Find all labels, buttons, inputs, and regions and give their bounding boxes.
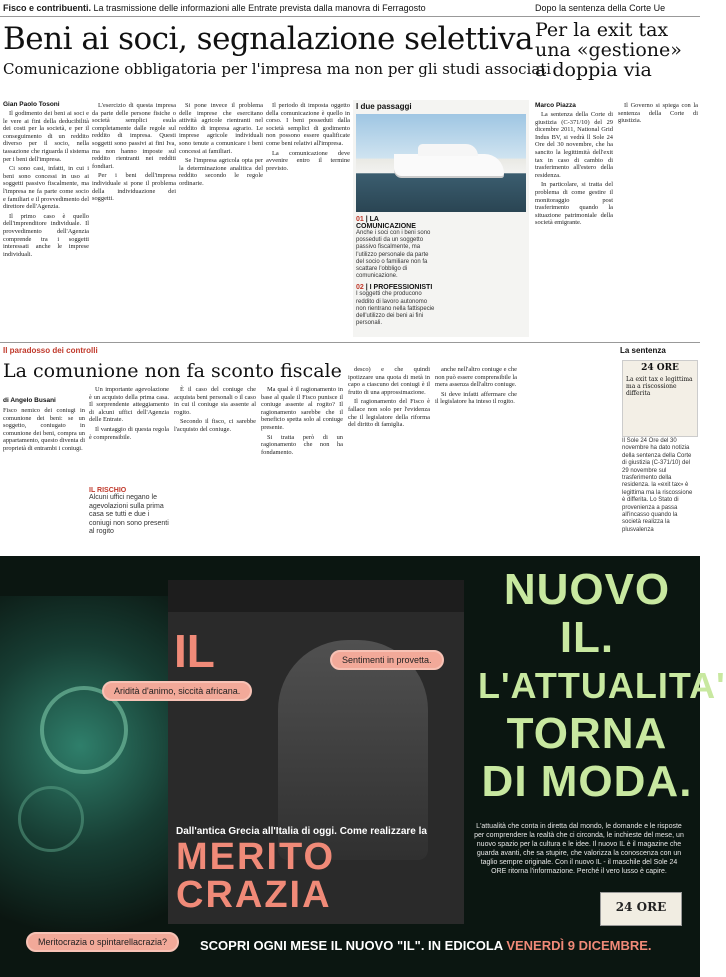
- cover-callout: Meritocrazia o spintarellacrazia?: [26, 932, 179, 952]
- step-number-2: 02: [356, 284, 364, 292]
- paragraph: Se l'impresa agricola opta per la determinazione analitica del reddito secondo le regole ordinarie.: [179, 157, 263, 187]
- paragraph: Ci sono casi, infatti, in cui i beni sono concessi in uso ai soggetti passivo fiscalmente, ma l'impresa ne fa parte come socio e familiari e il provvedimento del direttore dell'Agenzia.: [3, 165, 89, 211]
- yacht-photo: [356, 114, 526, 212]
- paragraph: Il periodo di imposta oggetto della comunicazione è quello in corso. I beni posseduti dalla società semplici di godimento non possono essere qualificate come beni relativi all'impresa.: [266, 102, 350, 147]
- ad-slogan: [478, 565, 726, 806]
- paragraph: L'esercizio di questa impresa da parte delle persone fisiche o società semplici esula completamente dalle regole sul reddito di impresa. Questi soggetti sono passivi ai fini Iva, ma non hanno imposte sul reddito rientranti nei redditi fondiari.: [92, 102, 176, 170]
- paragraph: In particolare, si tratta del problema di come gestire il monitoraggio post trasferimento quando la situazione patrimoniale della società emigrante.: [535, 181, 613, 227]
- paragraph: La comunicazione deve avvenire entro il termine previsto.: [266, 149, 350, 172]
- cover-callout: Aridità d'animo, siccità africana.: [102, 681, 252, 701]
- paragraph: Secondo il fisco, ci sarebbe l'acquisto del coniuge.: [174, 418, 256, 433]
- paragraph: Il Governo si spiega con la sentenza della Corte di giustizia.: [618, 102, 698, 125]
- paragraph: anche nell'altro coniuge e che non può essere comprensibile la mera assenza dell'altro coniuge.: [435, 366, 517, 389]
- step-text-2: I soggetti che producono reddito di lavoro autonomo non rientrano nella fattispecie dell'utilizzo dei beni ai fini personali.: [356, 291, 435, 327]
- paragraph: Il vantaggio di questa regola è comprensibile.: [89, 425, 169, 441]
- right-kicker: Dopo la sentenza della Corte Ue: [535, 3, 666, 13]
- second-byline: di Angelo Busani: [3, 397, 56, 404]
- right-article-column: [535, 111, 613, 337]
- article-column-2: [92, 102, 176, 335]
- magazine-logo: IL: [174, 625, 215, 677]
- ad-footer: [200, 938, 694, 953]
- step-number-1: 01: [356, 216, 364, 223]
- section-label-controls: Il paradosso dei controlli: [3, 346, 98, 355]
- ad-body-text: L'attualità che conta in diretta dal mondo, le domande e le risposte per comprendere la realtà che ci circonda, le inchieste del mese, un nuovo spazio per la cultura e le idee. Il nuovo IL è il magazine che guarda avanti, che sa stupire, che valorizza la conoscenza con un taglio sempre originale. Con il nuovo IL - il maschile del Sole 24 ORE ritorna l'informazione. Perché il vero lusso è capire.: [474, 823, 684, 875]
- sentenza-caption: Il Sole 24 Ore del 30 novembre ha dato notizia della sentenza della Corte di giustizia (C-371/10) del 29 novembre sul trasferimento della residenza. la «exit tax» è legittima ma la riscossione è differita. Lo Stato di provenienza a passa all'incasso quando la società realizza la plusvalenza: [622, 438, 693, 533]
- paragraph: desco) e che quindi ipotizzare una quota di metà in capo a ciascuno dei coniugi è il frutto di una approssimazione.: [348, 366, 430, 396]
- newspaper-headline: La exit tax e legittima ma a riscossione differita: [626, 376, 693, 397]
- ad-logo: [600, 892, 682, 926]
- ad-logo-text: 24 ORE: [615, 900, 667, 914]
- section-subtitle: La trasmissione delle informazioni alle Entrate prevista dalla manovra di Ferragosto: [93, 3, 426, 13]
- cover-tagline: Dall'antica Grecia all'Italia di oggi. Come realizzare la: [176, 826, 427, 837]
- second-article-column-3: [174, 386, 256, 546]
- article-column-1: [3, 110, 89, 335]
- section-kicker: [3, 3, 523, 14]
- paragraph: La sentenza della Corte di giustizia (C-371/10) del 29 dicembre 2011, National Grid Indus BV, si vedrà ll Sole 24 Ore del 30 novembre, che ha sancito la legittimità dell'exit tax in caso di cambio di trasferimento all'estero della residenza.: [535, 111, 613, 179]
- cover-word-merito: MERITO: [176, 836, 336, 878]
- paragraph: Il primo caso è quello dell'imprenditore individuale. Il provvedimento dell'Agenzia comprende tra i soggetti interessati anche le imprese individuali.: [3, 212, 89, 258]
- right-article-title: Per la exit tax una «gestione» a doppia via: [535, 19, 682, 81]
- section-label: Fisco e contribuenti.: [3, 3, 92, 13]
- slogan-line: NUOVO IL.: [503, 565, 671, 662]
- risk-text: Alcuni uffici negano le agevolazioni sulla prima casa se tutti e due i coniugi non sono presenti al rogito: [89, 494, 169, 535]
- paragraph: È il caso del coniuge che acquista beni personali o il caso in cui il coniuge sia assente al rogito.: [174, 386, 256, 416]
- paragraph: Si deve infatti affermare che il legislatore ha inteso il rogito.: [435, 390, 517, 406]
- newspaper-thumbnail: [622, 360, 698, 437]
- page-title: Beni ai soci, segnalazione selettiva: [3, 21, 534, 57]
- page-subtitle: Comunicazione obbligatoria per l'impresa ma non per gli studi associati: [3, 60, 552, 78]
- paragraph: Fisco nemico dei coniugi in comunione dei beni: se un soggetto, coniugato in comunione dei beni, compra un appartamento, questo diventa di proprietà di entrambi i coniugi.: [3, 407, 85, 452]
- paragraph: Si tratta però di un ragionamento che non ha fondamento.: [261, 433, 343, 456]
- divider: [0, 16, 700, 17]
- byline: Gian Paolo Tosoni: [3, 101, 60, 108]
- second-article-column-2: [89, 386, 169, 484]
- right-byline: Marco Piazza: [535, 102, 576, 109]
- second-article-column-5: [348, 366, 430, 546]
- paragraph: Per i beni dell'impresa individuale si pone il problema della individuazione dei soggetti.: [92, 172, 176, 203]
- paragraph: Un importante agevolazione è un acquisto della prima casa. Il sorprendente atteggiamento di alcuni uffici dell'Agenzia delle Entrate.: [89, 386, 169, 424]
- step-title-1: LA COMUNICAZIONE: [356, 216, 416, 230]
- risk-label: IL RISCHIO: [89, 487, 127, 494]
- article-column-3: [179, 102, 263, 335]
- slogan-line: TORNA: [506, 709, 668, 758]
- sidebar-label: I due passaggi: [356, 102, 412, 111]
- second-article-column-6: [435, 366, 517, 546]
- divider: [0, 342, 700, 343]
- step-text-1: Anche i soci con i beni sono posseduti da un soggetto passivo fiscalmente, ma l'utilizzo personale da parte del socio o familiare non fa scattare l'obbligo di comunicazione.: [356, 230, 431, 280]
- second-article-title: La comunione non fa sconto fiscale: [3, 360, 342, 382]
- slogan-line: DI MODA.: [481, 757, 693, 806]
- second-article-column-4: [261, 386, 343, 546]
- paragraph: Si pone invece il problema delle imprese che esercitano attività agricole rientranti nel reddito di impresa agrario. Le imprese agricole individuali sono tenute a comunicare i beni concessi ai familiari.: [179, 102, 263, 155]
- step-title-2: I PROFESSIONISTI: [369, 284, 433, 292]
- sidebar-box: I due passaggi 01 | LA COMUNICAZIONE Anche i soci con i beni sono posseduti da un soggetto passivo fiscalmente, ma l'utilizzo personale da parte del socio o familiare non fa scattare l'obbligo di comunicazione. 02 | I PROFESSIONISTI I soggetti che producono reddito di lavoro autonomo non rientrano nella fattispecie dell'utilizzo dei beni ai fini personali.: [353, 100, 529, 337]
- cover-callout: Sentimenti in provetta.: [330, 650, 444, 670]
- ad-footer-text: SCOPRI OGNI MESE IL NUOVO "IL". IN EDICOLA: [200, 938, 503, 953]
- right-article-column-2: [618, 102, 698, 337]
- sentenza-label: La sentenza: [620, 346, 666, 355]
- cover-word-crazia: CRAZIA: [176, 874, 332, 916]
- magazine-cover: [168, 580, 464, 924]
- paragraph: Il ragionamento del Fisco è fallace non solo per l'evidenza che il legislatore della riforma del diritto di famiglia.: [348, 398, 430, 429]
- newspaper-title: 24 ORE: [641, 363, 679, 373]
- ad-footer-date: VENERDÌ 9 DICEMBRE.: [506, 938, 652, 953]
- second-article-lead: [3, 407, 85, 547]
- paragraph: Il godimento dei beni ai soci e le vere ai fini della deducibilità dei costi per la società, e per il conseguimento di un reddito diverso per il socio, nella tassazione che riguarda il sistema per i beni dell'impresa.: [3, 110, 89, 163]
- paragraph: Ma qual è il ragionamento in base al quale il Fisco punisce il coniuge assente al rogito? Il ragionamento sarebbe che il beneficio spetta solo al coniuge presente.: [261, 386, 343, 431]
- slogan-line: L'ATTUALITA': [478, 665, 726, 706]
- decorative-swirl: [0, 596, 180, 977]
- risk-box: [89, 487, 169, 537]
- article-column-4: [266, 102, 350, 335]
